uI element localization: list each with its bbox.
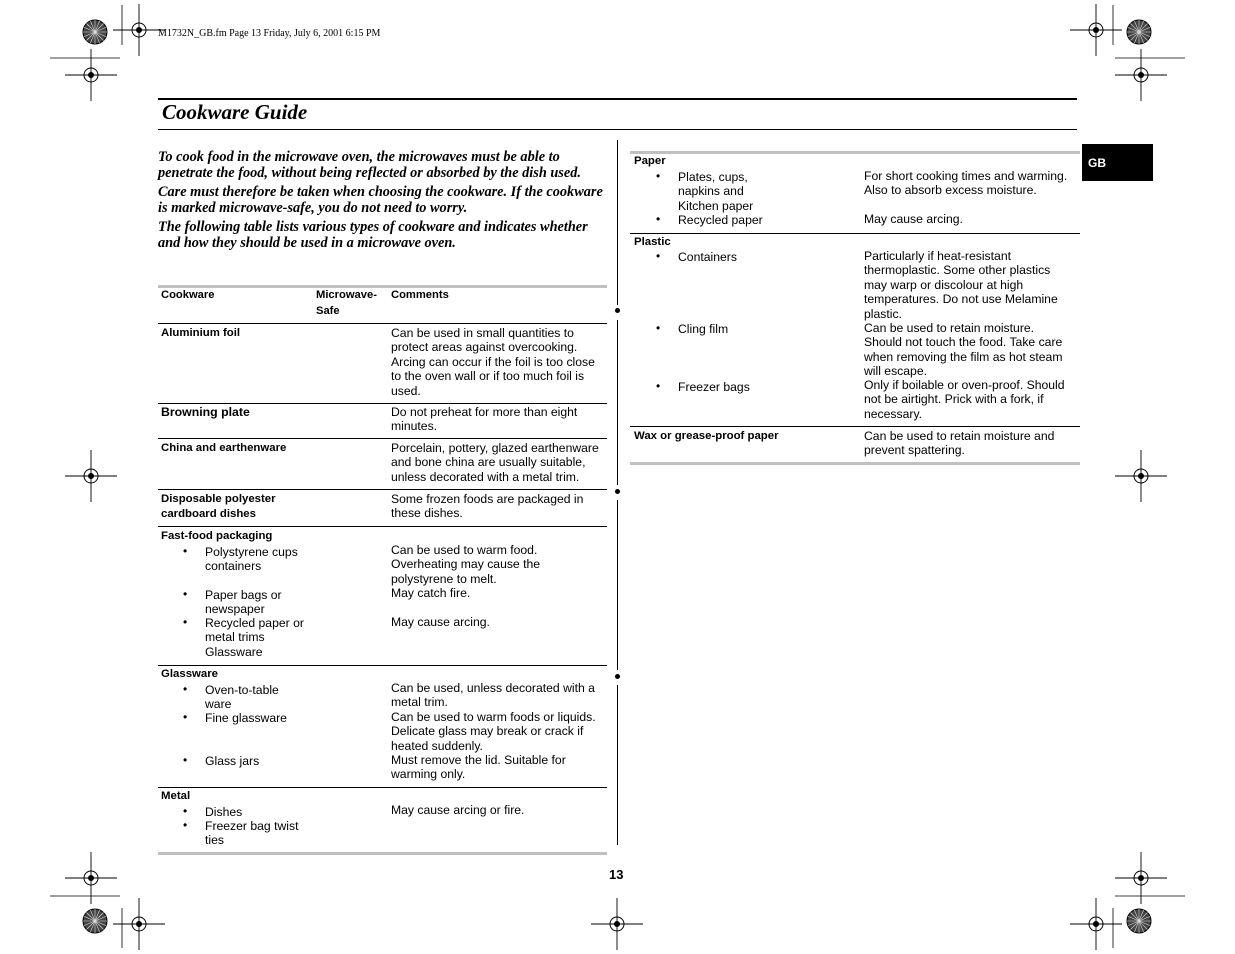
file-info: M1732N_GB.fm Page 13 Friday, July 6, 2001 6:15 PM	[158, 28, 381, 39]
row-rule	[158, 665, 607, 666]
table-bottom-rule	[630, 462, 1080, 465]
row-comment: Some frozen foods are packaged in these dishes.	[391, 492, 584, 521]
divider-dot	[615, 674, 620, 679]
intro-paragraph: Care must therefore be taken when choosing the cookware. If the cookware is marked microwave-safe, you do not need to worry.	[158, 184, 603, 216]
row-label-disposable: Disposable polyester cardboard dishes	[161, 493, 276, 520]
bullet: •	[183, 818, 188, 832]
list-item-comment: Can be used to retain moisture. Should not touch the food. Take care when removing the film as hot steam will escape.	[864, 321, 1063, 379]
list-item: Cling film	[678, 322, 729, 336]
bullet: •	[656, 212, 661, 226]
language-tab	[1082, 144, 1153, 181]
header-rule	[158, 323, 607, 324]
list-item: Glass jars	[205, 754, 260, 768]
list-item-comment: May cause arcing.	[864, 212, 963, 226]
row-comment: Can be used to retain moisture and prevent spattering.	[864, 429, 1055, 458]
row-label-plastic: Plastic	[634, 236, 671, 248]
title-bottom-rule	[158, 129, 1077, 130]
row-rule	[158, 403, 607, 404]
page-title: Cookware Guide	[162, 100, 308, 124]
row-rule	[630, 233, 1080, 234]
table-top-rule	[158, 285, 607, 288]
list-item-comment: May cause arcing.	[391, 615, 490, 629]
table-bottom-rule	[158, 852, 607, 855]
list-item: Oven-to-table ware	[205, 683, 279, 712]
list-item-comment: May cause arcing or fire.	[391, 803, 525, 817]
bullet: •	[656, 379, 661, 393]
row-rule	[158, 526, 607, 527]
list-item-comment: For short cooking times and warming. Also to absorb excess moisture.	[864, 169, 1068, 198]
divider-dot	[615, 489, 620, 494]
divider-dot	[615, 308, 620, 313]
row-comment: Do not preheat for more than eight minutes.	[391, 405, 578, 434]
row-rule	[158, 787, 607, 788]
list-item: Dishes	[205, 805, 243, 819]
row-rule	[630, 426, 1080, 427]
column-divider	[617, 685, 618, 845]
list-item: Fine glassware	[205, 711, 287, 725]
row-label-glassware: Glassware	[161, 668, 218, 680]
intro-paragraph: The following table lists various types of cookware and indicates whether and how they should be used in a microwave oven.	[158, 219, 588, 251]
column-divider	[617, 140, 618, 305]
bullet: •	[183, 544, 188, 558]
header-comments: Comments	[391, 289, 449, 301]
list-item: Polystyrene cups containers	[205, 545, 298, 574]
bullet: •	[183, 804, 188, 818]
page-number: 13	[609, 867, 624, 882]
bullet: •	[183, 587, 188, 601]
row-rule	[158, 438, 607, 439]
list-item: Plates, cups, napkins and Kitchen paper	[678, 170, 754, 213]
list-item: Freezer bags	[678, 380, 750, 394]
bullet: •	[656, 321, 661, 335]
row-label-china: China and earthenware	[161, 442, 287, 454]
list-item-comment: Must remove the lid. Suitable for warming only.	[391, 753, 566, 782]
intro-paragraph: To cook food in the microwave oven, the microwaves must be able to penetrate the food, without being reflected or absorbed by the dish used.	[158, 149, 581, 181]
intro-text	[158, 150, 603, 255]
header-microwave-safe: Microwave- Safe	[316, 289, 377, 317]
list-item-comment: Can be used to warm food. Overheating may cause the polystyrene to melt.	[391, 543, 541, 586]
row-comment: Porcelain, pottery, glazed earthenware and bone china are usually suitable, unless decorated with a metal trim.	[391, 441, 599, 484]
bullet: •	[183, 753, 188, 767]
row-label-browning-plate: Browning plate	[161, 405, 250, 419]
bullet: •	[183, 710, 188, 724]
row-rule	[158, 489, 607, 490]
bullet: •	[656, 169, 661, 183]
row-label-metal: Metal	[161, 790, 191, 802]
list-item-comment: May catch fire.	[391, 586, 471, 600]
row-label-paper: Paper	[634, 155, 666, 167]
list-item: Containers	[678, 250, 737, 264]
bullet: •	[656, 249, 661, 263]
bullet: •	[183, 615, 188, 629]
list-item: Paper bags or newspaper	[205, 588, 282, 617]
row-label-fast-food: Fast-food packaging	[161, 530, 273, 542]
column-divider	[617, 320, 618, 485]
list-item: Recycled paper or metal trims Glassware	[205, 616, 304, 659]
row-comment: Can be used in small quantities to protect areas against overcooking. Arcing can occur if the foil is too close to the oven wall or if too much foil is used.	[391, 326, 595, 398]
header-cookware: Cookware	[161, 289, 215, 301]
table-top-rule	[630, 151, 1080, 154]
list-item: Freezer bag twist ties	[205, 819, 299, 848]
row-label-aluminium-foil: Aluminium foil	[161, 327, 241, 339]
column-divider	[617, 500, 618, 670]
row-label-wax-paper: Wax or grease-proof paper	[634, 430, 779, 442]
list-item-comment: Only if boilable or oven-proof. Should not be airtight. Prick with a fork, if necessary.	[864, 378, 1065, 421]
list-item-comment: Can be used, unless decorated with a metal trim.	[391, 681, 595, 710]
list-item: Recycled paper	[678, 213, 763, 227]
list-item-comment: Can be used to warm foods or liquids. Delicate glass may break or crack if heated suddenly.	[391, 710, 596, 753]
list-item-comment: Particularly if heat-resistant thermoplastic. Some other plastics may warp or discolour at high temperatures. Do not use Melamine plastic.	[864, 249, 1058, 321]
language-tab-label: GB	[1088, 156, 1106, 170]
bullet: •	[183, 682, 188, 696]
